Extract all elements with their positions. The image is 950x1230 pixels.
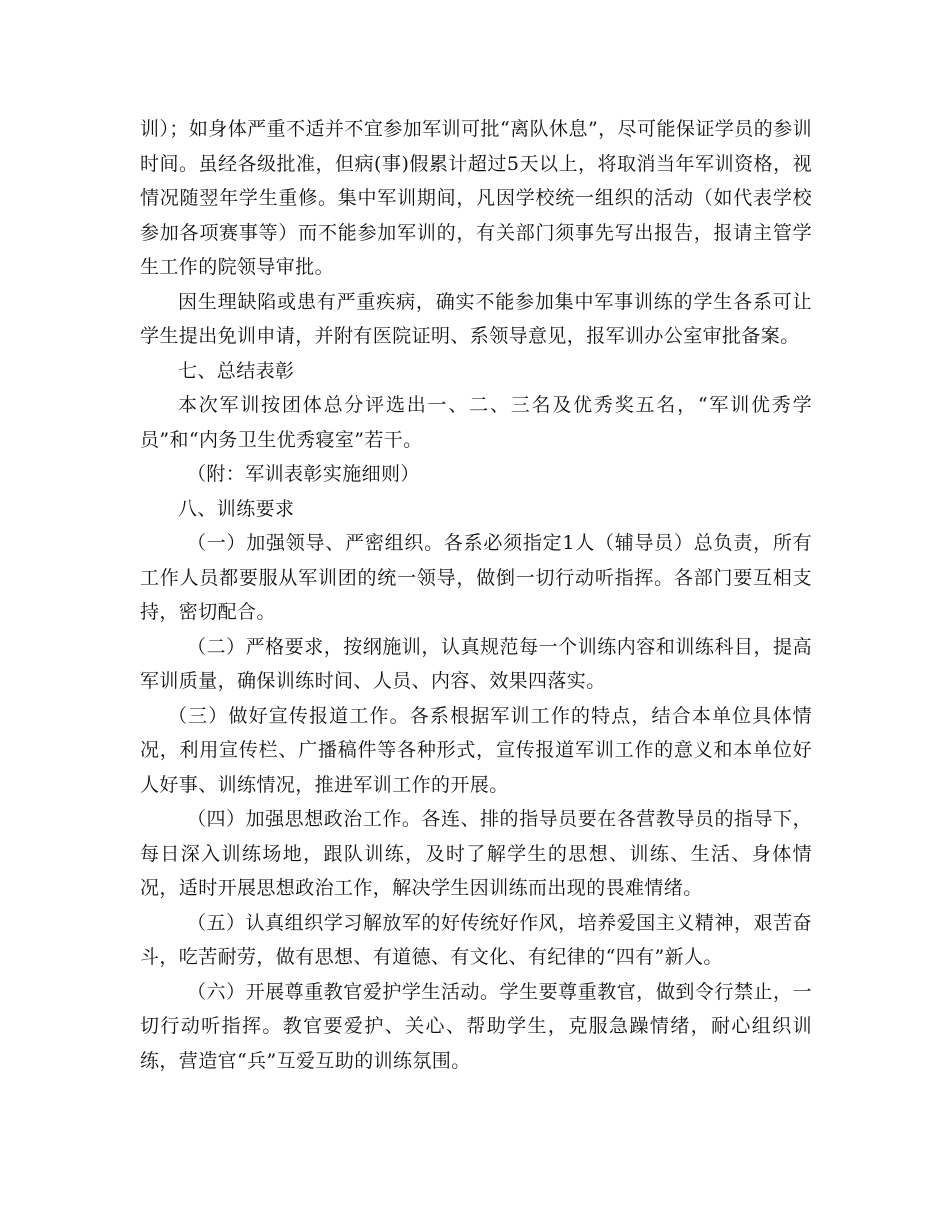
requirement-item-1: （一）加强领导、严密组织。各系必须指定1人（辅导员）总负责，所有工作人员都要服从军训团的统一领导，做倒一切行动听指挥。各部门要互相支持，密切配合。 <box>140 532 812 623</box>
paragraph-leave-policy: 训）；如身体严重不适并不宜参加军训可批“离队休息”，尽可能保证学员的参训时间。虽经各级批准，但病(事)假累计超过5天以上，将取消当年军训资格，视情况随翌年学生重修。集中军训期间，凡因学校统一组织的活动（如代表学校参加各项赛事等）而不能参加军训的，有关部门须事先写出报告，报请主管学生工作的院领导审批。 <box>140 118 812 278</box>
requirement-item-5: （五）认真组织学习解放军的好传统好作风，培养爱国主义精神，艰苦奋斗，吃苦耐劳，做有思想、有道德、有文化、有纪律的“四有”新人。 <box>140 911 812 968</box>
requirement-item-3: （三）做好宣传报道工作。各系根据军训工作的特点，结合本单位具体情况，利用宣传栏、广播稿件等各种形式，宣传报道军训工作的意义和本单位好人好事、训练情况，推进军训工作的开展。 <box>140 704 812 796</box>
paragraph-appendix-note: （附：军训表彰实施细则） <box>187 463 420 485</box>
requirement-item-4: （四）加强思想政治工作。各连、排的指导员要在各营教导员的指导下，每日深入训练场地，跟队训练，及时了解学生的思想、训练、生活、身体情况，适时开展思想政治工作，解决学生因训练而出现的畏难情绪。 <box>140 808 812 899</box>
section-heading-requirements: 八、训练要求 <box>178 497 295 520</box>
requirement-item-2: （二）严格要求，按纲施训，认真规范每一个训练内容和训练科目，提高军训质量，确保训练时间、人员、内容、效果四落实。 <box>140 635 812 692</box>
document-body <box>140 112 812 1078</box>
section-heading-commendation: 七、总结表彰 <box>178 359 295 382</box>
paragraph-commendation: 本次军训按团体总分评选出一、二、三名及优秀奖五名，“军训优秀学员”和“内务卫生优秀寝室”若干。 <box>140 394 812 451</box>
paragraph-exemption: 因生理缺陷或患有严重疾病，确实不能参加集中军事训练的学生各系可让学生提出免训申请，并附有医院证明、系领导意见，报军训办公室审批备案。 <box>140 290 812 347</box>
requirement-item-6: （六）开展尊重教官爱护学生活动。学生要尊重教官，做到令行禁止，一切行动听指挥。教官要爱护、关心、帮助学生，克服急躁情绪，耐心组织训练，营造官“兵”互爱互助的训练氛围。 <box>140 980 812 1072</box>
